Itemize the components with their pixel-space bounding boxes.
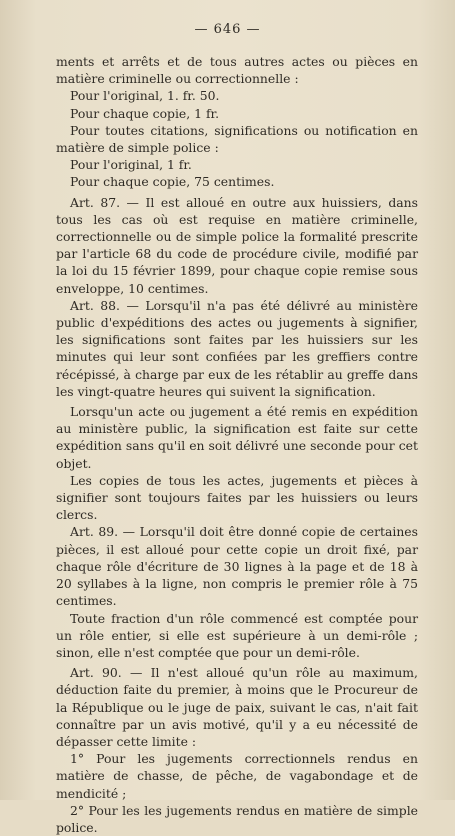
list-item-2: 2° Pour les les jugements rendus en matière de simple police. — [56, 802, 418, 835]
paragraph-citations: Pour toutes citations, significations ou notification en matière de simple police : — [56, 122, 418, 156]
article-87: Art. 87. — Il est alloué en outre aux huissiers, dans tous les cas où est requise en matière criminelle, correctionnelle ou de simple police la formalité prescrite par l'article 68 du code de procédure civile, modifié par la loi du 15 février 1899, pour chaque copie remise sous enveloppe, 10 centimes. — [56, 194, 418, 296]
article-90: Art. 90. — Il n'est alloué qu'un rôle au maximum, déduction faite du premier, à moins que le Procureur de la République ou le juge de paix, suivant le cas, n'ait fait connaître par un avis motivé, qu'il y a eu nécessité de dépasser cette limite : — [56, 665, 418, 749]
paragraph-fraction: Toute fraction d'un rôle commencé est comptée pour un rôle entier, si elle est supérieure à un demi-rôle ; sinon, elle n'est comptée que pour un demi-rôle. — [56, 610, 418, 660]
article-89: Art. 89. — Lorsqu'il doit être donné copie de certaines pièces, il est alloué pour cette copie un droit fixé, par chaque rôle d'écriture de 30 lignes à la page et de 18 à 20 syllabes à la ligne, non compris le premier rôle à 75 centimes. — [56, 524, 418, 609]
page-number: — 646 — — [194, 22, 261, 37]
article-88: Art. 88. — Lorsqu'il n'a pas été délivré au ministère public d'expéditions des actes ou jugements à signifier, les significations sont faites par les huissiers sur les minutes qui leur sont confiées par les greffiers contre récépissé, à charge par eux de les rétablir au greffe dans les vingt-quatre heures qui suivent la signification. — [56, 297, 418, 399]
page-body — [56, 53, 418, 836]
paragraph-copies: Les copies de tous les actes, jugements et pièces à signifier sont toujours faites par les huissiers ou leurs clercs. — [56, 472, 418, 523]
paragraph-copy-fee: Pour chaque copie, 1 fr. — [70, 105, 220, 121]
paragraph-original-fee-police: Pour l'original, 1 fr. — [70, 157, 192, 173]
paragraph-copy-fee-police: Pour chaque copie, 75 centimes. — [70, 174, 275, 190]
list-item-1: 1° Pour les jugements correctionnels rendus en matière de chasse, de pêche, de vagabondage et de mendicité ; — [56, 751, 418, 801]
paragraph-continuation: ments et arrêts et de tous autres actes ou pièces en matière criminelle ou correctionnelle : — [56, 54, 418, 87]
paragraph-expedition: Lorsqu'un acte ou jugement a été remis en expédition au ministère public, la signification est faite sur cette expédition sans qu'il en soit délivré une seconde pour cet objet. — [56, 404, 418, 471]
paragraph-original-fee: Pour l'original, 1. fr. 50. — [70, 88, 220, 104]
